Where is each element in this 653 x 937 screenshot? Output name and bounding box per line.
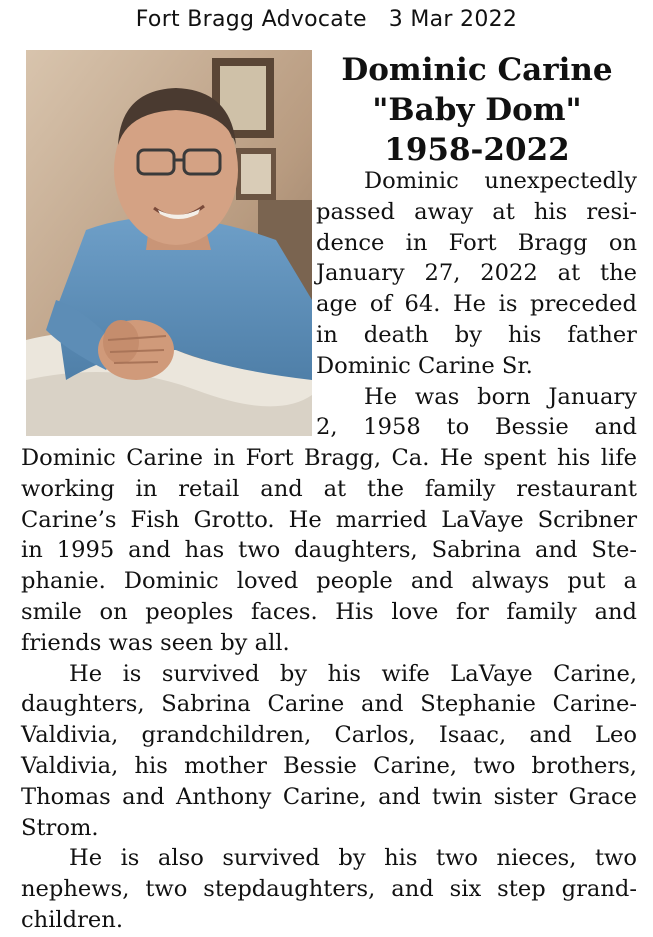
text-line: Dominic unexpectedly	[364, 168, 637, 194]
text-line: working in retail and at the family restaurant	[21, 475, 637, 502]
text-line: He is survived by his wife LaVaye Carine,	[69, 660, 637, 687]
text-line: in 1995 and has two daughters, Sabrina and Ste-	[21, 537, 637, 564]
portrait-illustration	[26, 50, 312, 436]
obituary-title	[318, 50, 636, 170]
text-line: Dominic Carine in Fort Bragg, Ca. He spent his life	[21, 445, 637, 471]
text-line: phanie. Dominic loved people and always put a	[21, 568, 637, 595]
text-line: He is also survived by his two nieces, two	[69, 845, 637, 872]
obituary-body	[21, 443, 637, 936]
text-line: He was born January	[364, 383, 637, 410]
text-line: Dominic Carine Sr.	[316, 352, 533, 379]
text-line: daughters, Sabrina Carine and Stephanie Carine-	[21, 691, 637, 718]
text-line: dence in Fort Bragg on	[316, 229, 637, 256]
text-line: friends was seen by all.	[21, 629, 290, 656]
text-line: smile on peoples faces. His love for family and	[21, 598, 637, 625]
newspaper-header: Fort Bragg Advocate 3 Mar 2022	[135, 7, 518, 32]
text-line: Strom.	[21, 814, 99, 841]
text-line: age of 64. He is preceded	[316, 291, 637, 318]
text-line: Carine’s Fish Grotto. He married LaVaye Scribner	[21, 506, 637, 533]
portrait-photo	[26, 50, 312, 436]
text-line: passed away at his resi-	[316, 198, 637, 225]
life-years: 1958-2022	[384, 132, 570, 168]
text-line: children.	[21, 906, 124, 933]
text-line: Valdivia, grandchildren, Carlos, Isaac, and Leo	[21, 722, 637, 749]
text-line: Thomas and Anthony Carine, and twin sister Grace	[21, 783, 637, 810]
obituary-text-column	[316, 166, 637, 443]
nickname: "Baby Dom"	[372, 92, 582, 128]
text-line: Valdivia, his mother Bessie Carine, two brothers,	[21, 752, 637, 779]
text-line: January 27, 2022 at the	[316, 260, 637, 287]
text-line: in death by his father	[316, 321, 637, 348]
text-line: 2, 1958 to Bessie and	[316, 414, 637, 441]
text-line: nephews, two stepdaughters, and six step grand-	[21, 876, 637, 903]
deceased-name: Dominic Carine	[341, 52, 613, 88]
